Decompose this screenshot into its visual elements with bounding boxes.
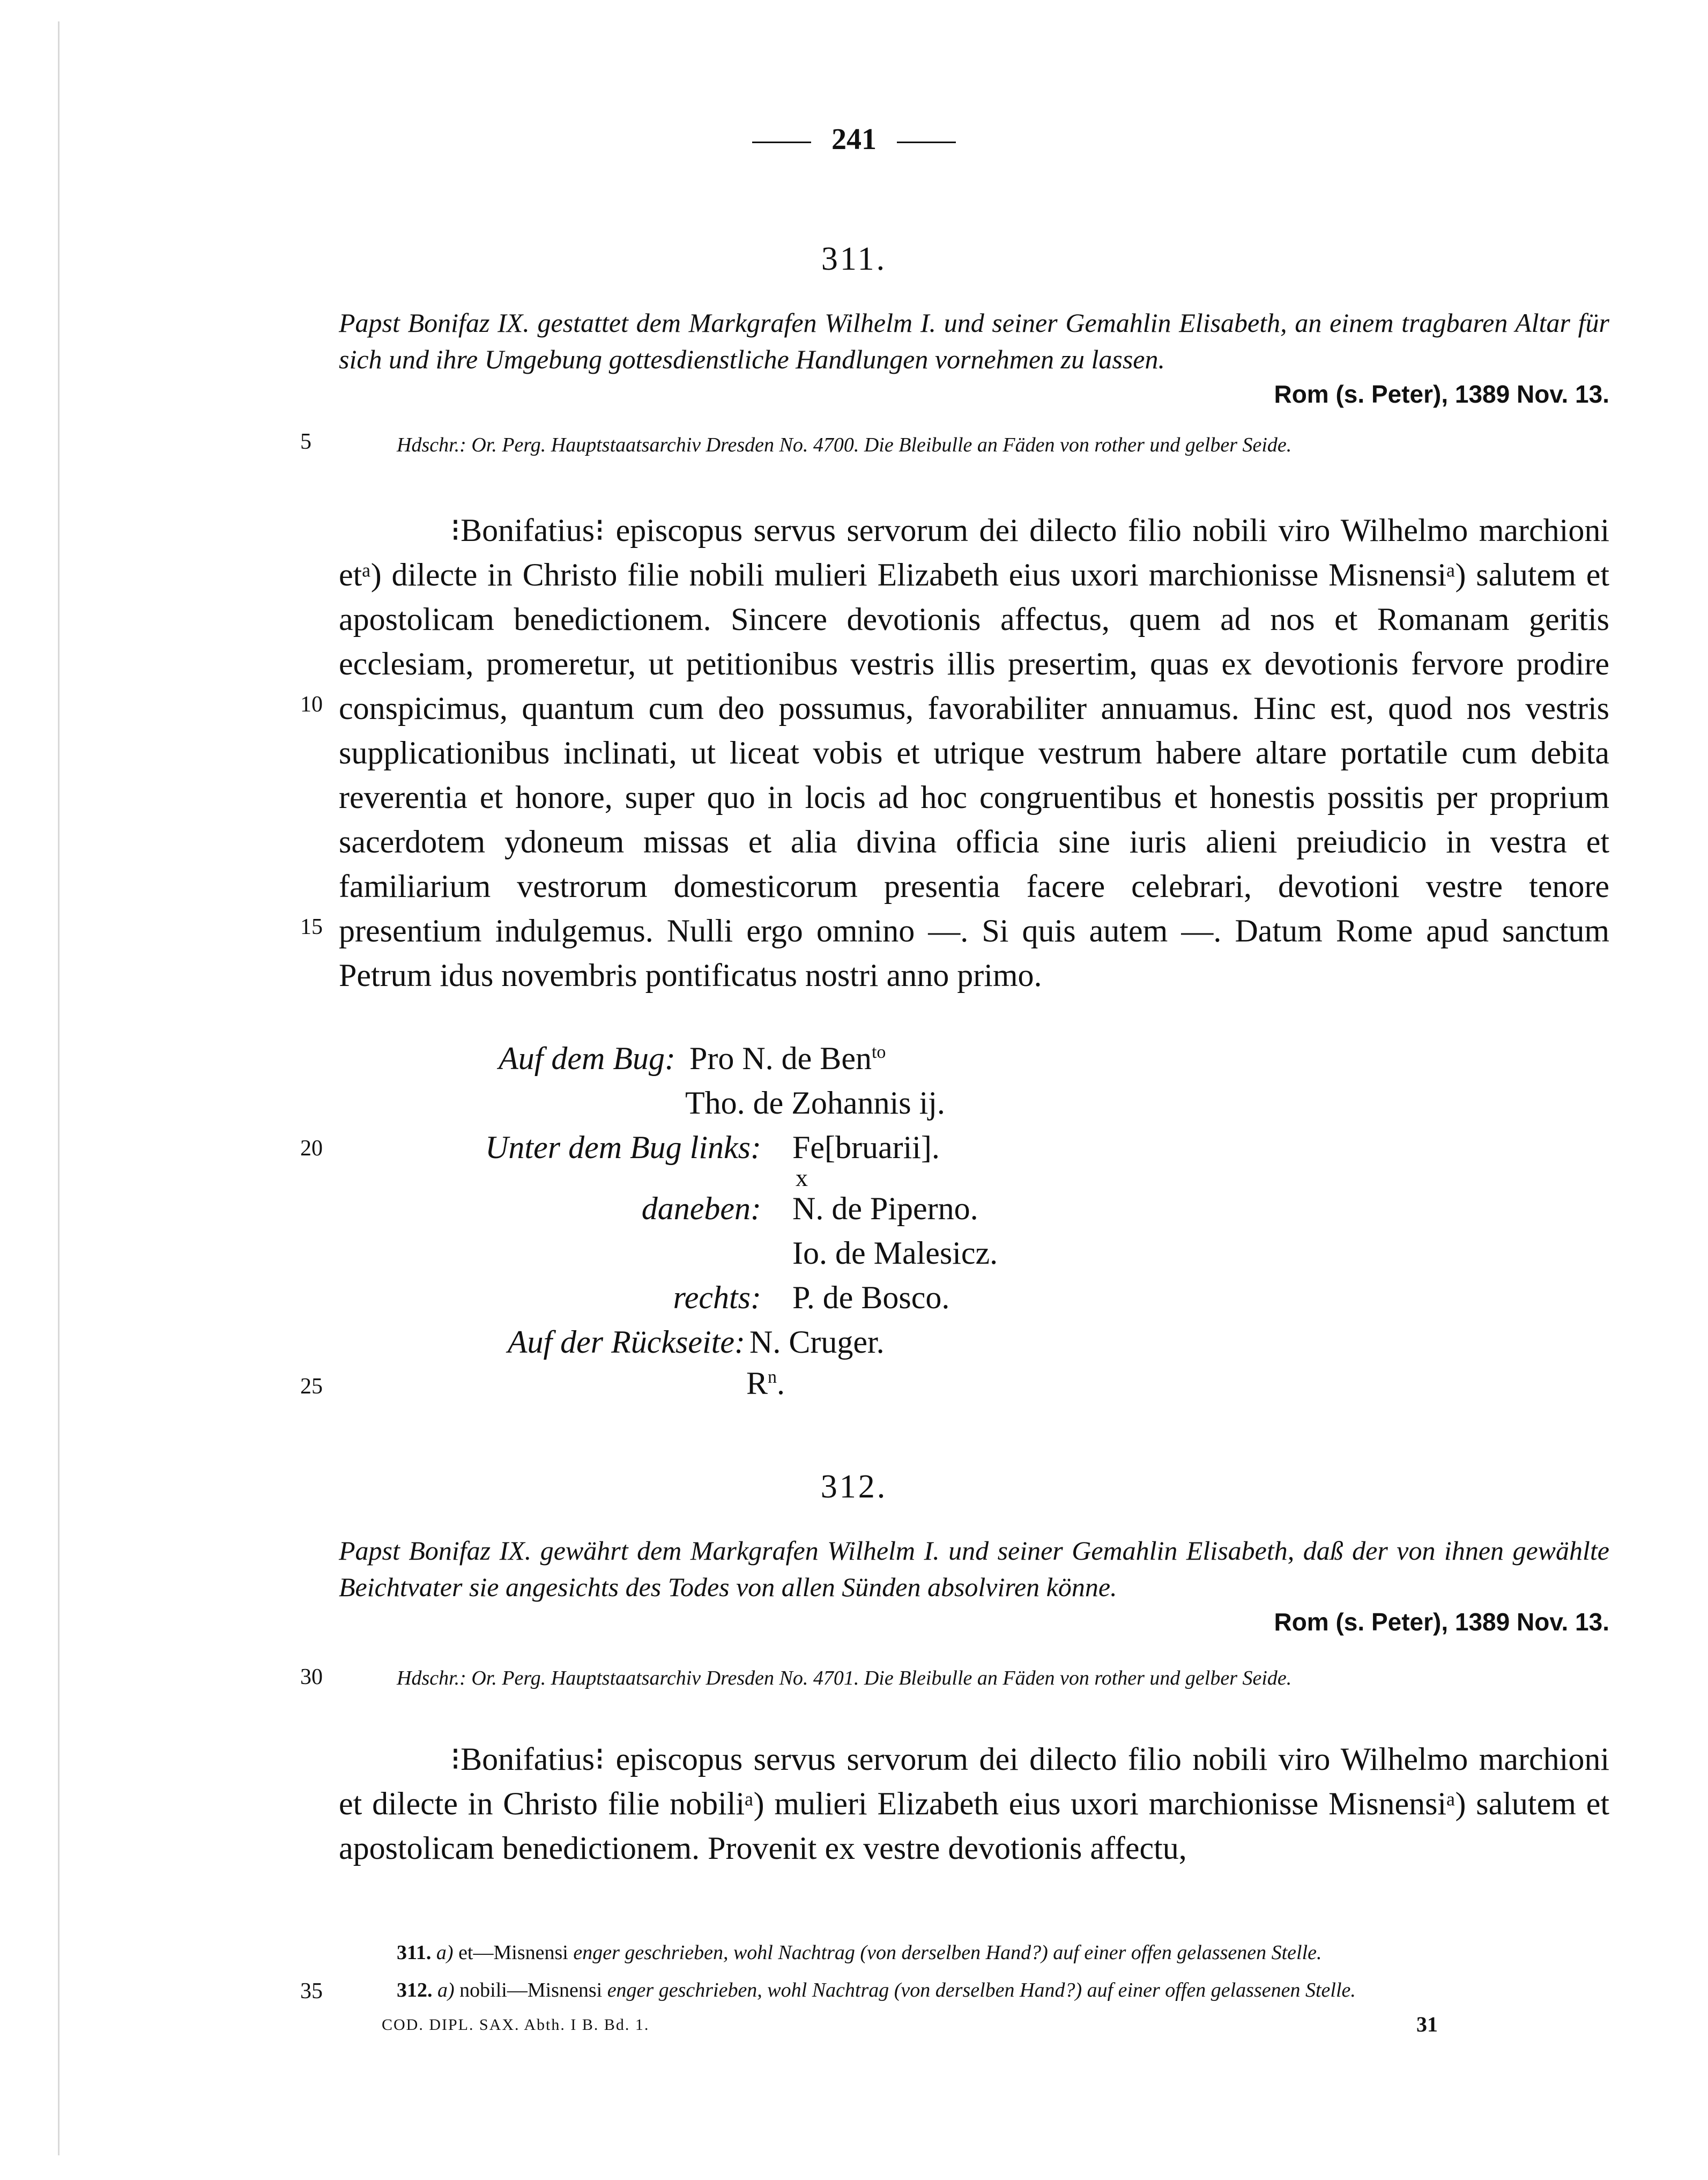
- line-number: 15: [300, 915, 323, 939]
- line-number: 30: [300, 1665, 323, 1689]
- endorsement-text: .: [777, 1366, 785, 1401]
- endorsement-value: N. Cruger.: [749, 1324, 885, 1360]
- superscript: n: [768, 1367, 777, 1387]
- endorsement-text: R: [746, 1366, 768, 1401]
- line-number: 5: [300, 429, 311, 454]
- footnote: [397, 1978, 1608, 2002]
- footnote: [397, 1941, 1608, 1964]
- endorsement-label: rechts:: [673, 1280, 761, 1315]
- endorsement-label: Auf der Rückseite:: [507, 1324, 745, 1360]
- endorsement-value: P. de Bosco.: [792, 1280, 950, 1315]
- header-dash-left: [752, 142, 811, 143]
- page-header: [0, 122, 1708, 157]
- footnote-marker: a): [436, 1941, 454, 1964]
- line-number: 25: [300, 1374, 323, 1399]
- footnote-lemma: nobili—Misnensi: [459, 1979, 603, 2001]
- body-text: ⁝Bonifatius⁝ episcopus servus servorum dei dilecto filio nobili viro Wilhelmo marchioni et dilecte in Christo filie nobiliᵃ) mulieri Elizabeth eius uxori marchionisse Misnensiᵃ) salutem et apostolicam benedictionem. Provenit ex vestre devotionis affectu,: [339, 1741, 1609, 1866]
- page-number: 241: [831, 123, 877, 156]
- document-number: 311.: [821, 241, 887, 277]
- manuscript-note: Hdschr.: Or. Perg. Hauptstaatsarchiv Dresden No. 4700. Die Bleibulle an Fäden von rother und gelber Seide.: [397, 434, 1292, 456]
- endorsement-label: Auf dem Bug:: [499, 1041, 675, 1076]
- footnote-marker: a): [437, 1979, 455, 2001]
- x-mark: x: [796, 1164, 808, 1191]
- line-number: 35: [300, 1979, 323, 2004]
- endorsement-value: Tho. de Zohannis ij.: [685, 1085, 945, 1121]
- endorsement-value: N. de Piperno.: [792, 1191, 978, 1226]
- endorsement-value: [746, 1365, 785, 1402]
- place-date: Rom (s. Peter), 1389 Nov. 13.: [1274, 1608, 1609, 1636]
- document-body: [339, 1737, 1609, 1871]
- body-text: ⁝Bonifatius⁝ episcopus servus servorum dei dilecto filio nobili viro Wilhelmo marchioni etᵃ) dilecte in Christo filie nobili mulieri Elizabeth eius uxori marchionisse Misnensiᵃ) salutem et apostolicam benedictionem. Sincere devotionis affectus, quem ad nos et Romanam geritis ecclesiam, promeretur, ut petitionibus vestris illis presertim, quas ex devotionis fervore prodire conspicimus, quantum cum deo possumus, favorabiliter annuamus. Hinc est, quod nos vestris supplicationibus inclinati, ut liceat vobis et utrique vestrum habere altare portatile cum debita reverentia et honore, super quo in locis ad hoc congruentibus et honestis possitis per proprium sacerdotem ydoneum missas et alia divina officia sine iuris alieni preiudicio in vestra et familiarium vestrorum domesticorum presentia facere celebrari, devotioni vestre tenore presentium indulgemus. Nulli ergo omnino —. Si quis autem —. Datum Rome apud sanctum Petrum idus novembris pontificatus nostri anno primo.: [339, 513, 1609, 993]
- endorsement-text: Pro N. de Ben: [689, 1041, 872, 1076]
- footnote-ref: 311.: [397, 1941, 432, 1964]
- document-body: [339, 508, 1609, 998]
- superscript: to: [871, 1042, 886, 1062]
- place-date: Rom (s. Peter), 1389 Nov. 13.: [1274, 380, 1609, 408]
- document-number: 312.: [820, 1469, 888, 1505]
- header-dash-right: [897, 142, 956, 143]
- endorsement-label: daneben:: [641, 1191, 761, 1226]
- endorsement-value: Io. de Malesicz.: [792, 1235, 998, 1271]
- document-summary: Papst Bonifaz IX. gewährt dem Markgrafen Wilhelm I. und seiner Gemahlin Elisabeth, daß der von ihnen gewählte Beichtvater sie angesichts des Todes von allen Sünden absolviren könne.: [339, 1536, 1609, 1602]
- endorsement-label: Unter dem Bug links:: [485, 1130, 761, 1165]
- line-number: 10: [300, 692, 323, 717]
- endorsement-value: Fe[bruarii].: [792, 1130, 940, 1165]
- manuscript-note: Hdschr.: Or. Perg. Hauptstaatsarchiv Dresden No. 4701. Die Bleibulle an Fäden von rother und gelber Seide.: [397, 1667, 1292, 1689]
- line-number: 20: [300, 1136, 323, 1161]
- endorsement-value: [689, 1040, 886, 1077]
- document-summary: Papst Bonifaz IX. gestattet dem Markgrafen Wilhelm I. und seiner Gemahlin Elisabeth, an einem tragbaren Altar für sich und ihre Umgebung gottesdienstliche Handlungen vornehmen zu lassen.: [339, 308, 1609, 374]
- scan-edge-line: [58, 21, 60, 2155]
- signature-number: 31: [1416, 2012, 1438, 2036]
- footnote-ref: 312.: [397, 1979, 433, 2001]
- footnote-lemma: et—Misnensi: [458, 1941, 568, 1964]
- footnote-text: enger geschrieben, wohl Nachtrag (von derselben Hand?) auf einer offen gelassenen Stelle.: [573, 1941, 1322, 1964]
- signature-line: COD. DIPL. SAX. Abth. I B. Bd. 1.: [382, 2016, 650, 2034]
- footnote-text: enger geschrieben, wohl Nachtrag (von derselben Hand?) auf einer offen gelassenen Stelle.: [607, 1979, 1356, 2001]
